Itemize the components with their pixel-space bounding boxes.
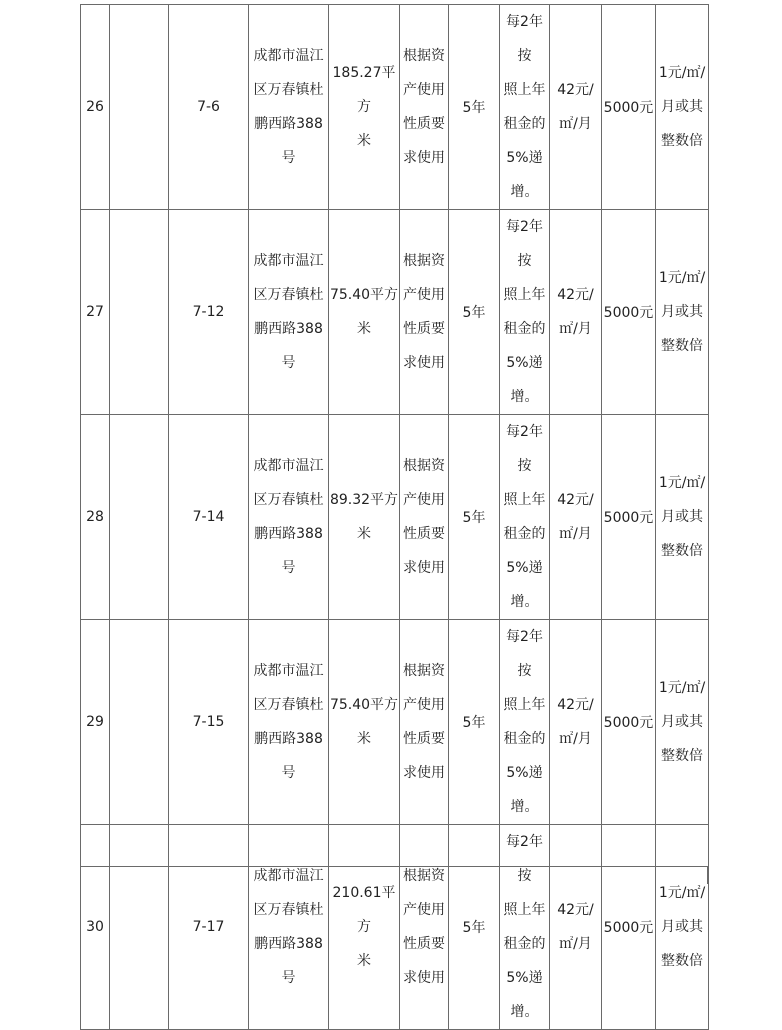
base-price-line: 42元/ (557, 492, 594, 508)
lease-term-cell: 5年 (449, 5, 500, 210)
lease-term-cell: 5年 (449, 210, 500, 415)
address-cell (249, 5, 329, 210)
area-cell (329, 415, 400, 620)
rent-increase-terms-cell (500, 5, 550, 210)
usage-requirement-line: 根据资 (403, 48, 445, 64)
rent-increase-terms-line: 5%递 (506, 765, 543, 781)
bid-increment-line: 整数倍 (661, 338, 703, 354)
lease-term-cell: 5年 (449, 620, 500, 825)
rent-increase-terms-line: 5%递 (506, 355, 543, 371)
area-line: 210.61平方 (332, 885, 396, 935)
address-line: 成都市温江 (253, 253, 324, 269)
base-price-cell (550, 620, 602, 825)
rent-increase-terms-line: 每2年按 (506, 14, 543, 64)
blank-cell-cell (110, 415, 169, 620)
usage-requirement-line: 性质要 (403, 116, 445, 132)
bid-increment-line: 月或其 (661, 919, 703, 935)
serial-number-cell: 26 (81, 5, 110, 210)
area-cell (329, 825, 400, 1030)
usage-requirement-line: 求使用 (403, 970, 445, 986)
usage-requirement-cell (400, 210, 449, 415)
base-price-cell (550, 5, 602, 210)
table-bottom-edge (80, 866, 708, 867)
base-price-line: ㎡/月 (559, 526, 592, 542)
usage-requirement-cell (400, 620, 449, 825)
base-price-line: ㎡/月 (559, 731, 592, 747)
rent-increase-terms-line: 每2年按 (506, 834, 543, 884)
rent-increase-terms-line: 增。 (510, 184, 539, 200)
address-line: 区万春镇杜 (253, 697, 324, 713)
rent-increase-terms-line: 照上年 (503, 902, 546, 918)
address-line: 成都市温江 (253, 458, 324, 474)
deposit-cell: 5000元 (602, 415, 656, 620)
rental-table (80, 4, 709, 1030)
address-cell (249, 210, 329, 415)
room-number-cell: 7-15 (169, 620, 249, 825)
usage-requirement-cell (400, 825, 449, 1030)
serial-number-cell: 28 (81, 415, 110, 620)
area-line: 米 (357, 321, 371, 337)
base-price-line: ㎡/月 (559, 116, 592, 132)
base-price-cell (550, 415, 602, 620)
room-number-cell: 7-6 (169, 5, 249, 210)
rent-increase-terms-cell (500, 825, 550, 1030)
usage-requirement-line: 根据资 (403, 253, 445, 269)
address-line: 鹏西路388号 (254, 116, 323, 166)
usage-requirement-line: 性质要 (403, 526, 445, 542)
room-number-cell: 7-12 (169, 210, 249, 415)
blank-cell-cell (110, 620, 169, 825)
address-line: 区万春镇杜 (253, 492, 324, 508)
room-number-cell: 7-17 (169, 825, 249, 1030)
usage-requirement-line: 产使用 (403, 287, 445, 303)
base-price-line: ㎡/月 (559, 936, 592, 952)
rent-increase-terms-line: 5%递 (506, 970, 543, 986)
rent-increase-terms-line: 照上年 (503, 287, 546, 303)
rent-increase-terms-line: 每2年按 (506, 424, 543, 474)
bid-increment-line: 整数倍 (661, 543, 703, 559)
rent-increase-terms-line: 租金的 (503, 116, 546, 132)
table-row (81, 415, 709, 620)
deposit-cell: 5000元 (602, 620, 656, 825)
area-line: 米 (357, 133, 371, 149)
area-cell (329, 5, 400, 210)
bid-increment-line: 1元/㎡/ (658, 270, 706, 286)
table-right-edge-tail (707, 866, 708, 884)
bid-increment-line: 整数倍 (661, 133, 703, 149)
usage-requirement-line: 性质要 (403, 321, 445, 337)
area-cell (329, 620, 400, 825)
rent-increase-terms-line: 5%递 (506, 150, 543, 166)
blank-cell-cell (110, 210, 169, 415)
rent-increase-terms-line: 照上年 (503, 697, 546, 713)
base-price-cell (550, 210, 602, 415)
area-line: 89.32平方 (329, 492, 399, 508)
rent-increase-terms-line: 每2年按 (506, 629, 543, 679)
base-price-line: ㎡/月 (559, 321, 592, 337)
bid-increment-cell (656, 210, 709, 415)
table-row (81, 620, 709, 825)
bid-increment-line: 月或其 (661, 304, 703, 320)
blank-cell-cell (110, 825, 169, 1030)
usage-requirement-line: 产使用 (403, 82, 445, 98)
address-cell (249, 415, 329, 620)
usage-requirement-cell (400, 415, 449, 620)
deposit-cell: 5000元 (602, 210, 656, 415)
base-price-cell (550, 825, 602, 1030)
area-line: 米 (357, 526, 371, 542)
rent-increase-terms-line: 租金的 (503, 321, 546, 337)
lease-term-cell: 5年 (449, 825, 500, 1030)
bid-increment-cell (656, 825, 709, 1030)
base-price-line: 42元/ (557, 82, 594, 98)
bid-increment-line: 月或其 (661, 509, 703, 525)
base-price-line: 42元/ (557, 287, 594, 303)
address-line: 鹏西路388号 (254, 936, 323, 986)
blank-cell-cell (110, 5, 169, 210)
base-price-line: 42元/ (557, 902, 594, 918)
area-line: 米 (357, 953, 371, 969)
usage-requirement-line: 根据资 (403, 458, 445, 474)
address-cell (249, 620, 329, 825)
address-cell (249, 825, 329, 1030)
rent-increase-terms-line: 租金的 (503, 731, 546, 747)
usage-requirement-line: 求使用 (403, 765, 445, 781)
bid-increment-line: 1元/㎡/ (658, 65, 706, 81)
serial-number-cell: 29 (81, 620, 110, 825)
bid-increment-line: 1元/㎡/ (658, 680, 706, 696)
usage-requirement-line: 产使用 (403, 902, 445, 918)
rent-increase-terms-line: 5%递 (506, 560, 543, 576)
bid-increment-line: 1元/㎡/ (658, 475, 706, 491)
rent-increase-terms-cell (500, 210, 550, 415)
rent-increase-terms-line: 增。 (510, 389, 539, 405)
address-line: 成都市温江 (253, 868, 324, 884)
usage-requirement-line: 性质要 (403, 936, 445, 952)
address-line: 成都市温江 (253, 663, 324, 679)
lease-term-cell: 5年 (449, 415, 500, 620)
rent-increase-terms-line: 照上年 (503, 492, 546, 508)
base-price-line: 42元/ (557, 697, 594, 713)
usage-requirement-cell (400, 5, 449, 210)
table-row (81, 5, 709, 210)
address-line: 区万春镇杜 (253, 82, 324, 98)
address-line: 成都市温江 (253, 48, 324, 64)
address-line: 鹏西路388号 (254, 526, 323, 576)
usage-requirement-line: 性质要 (403, 731, 445, 747)
usage-requirement-line: 根据资 (403, 663, 445, 679)
deposit-cell: 5000元 (602, 825, 656, 1030)
usage-requirement-line: 求使用 (403, 560, 445, 576)
address-line: 区万春镇杜 (253, 287, 324, 303)
area-line: 75.40平方 (329, 697, 399, 713)
usage-requirement-line: 产使用 (403, 492, 445, 508)
rent-increase-terms-line: 增。 (510, 594, 539, 610)
bid-increment-line: 整数倍 (661, 953, 703, 969)
address-line: 鹏西路388号 (254, 731, 323, 781)
rent-increase-terms-line: 每2年按 (506, 219, 543, 269)
table-row (81, 210, 709, 415)
rent-increase-terms-line: 照上年 (503, 82, 546, 98)
usage-requirement-line: 产使用 (403, 697, 445, 713)
address-line: 鹏西路388号 (254, 321, 323, 371)
area-cell (329, 210, 400, 415)
rent-increase-terms-line: 租金的 (503, 526, 546, 542)
rent-increase-terms-cell (500, 415, 550, 620)
bid-increment-cell (656, 5, 709, 210)
usage-requirement-line: 根据资 (403, 868, 445, 884)
bid-increment-line: 整数倍 (661, 748, 703, 764)
serial-number-cell: 27 (81, 210, 110, 415)
bid-increment-line: 月或其 (661, 99, 703, 115)
rent-increase-terms-line: 租金的 (503, 936, 546, 952)
serial-number-cell: 30 (81, 825, 110, 1030)
area-line: 米 (357, 731, 371, 747)
usage-requirement-line: 求使用 (403, 150, 445, 166)
rent-increase-terms-line: 增。 (510, 1004, 539, 1020)
deposit-cell: 5000元 (602, 5, 656, 210)
table-row (81, 825, 709, 1030)
bid-increment-line: 1元/㎡/ (658, 885, 706, 901)
bid-increment-line: 月或其 (661, 714, 703, 730)
area-line: 185.27平方 (332, 65, 396, 115)
room-number-cell: 7-14 (169, 415, 249, 620)
usage-requirement-line: 求使用 (403, 355, 445, 371)
bid-increment-cell (656, 415, 709, 620)
address-line: 区万春镇杜 (253, 902, 324, 918)
rent-increase-terms-line: 增。 (510, 799, 539, 815)
bid-increment-cell (656, 620, 709, 825)
area-line: 75.40平方 (329, 287, 399, 303)
rent-increase-terms-cell (500, 620, 550, 825)
